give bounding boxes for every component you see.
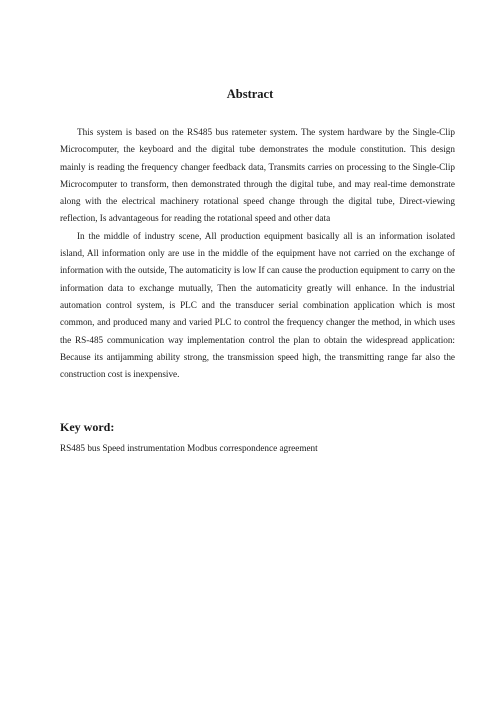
abstract-title: Abstract [226,87,274,101]
keyword-heading: Key word: [60,420,115,434]
keyword-list: RS485 bus Speed instrumentation Modbus correspondence agreement [60,443,318,453]
abstract-paragraph-1: This system is based on the RS485 bus ratemeter system. The system hardware by the Single-Clip Microcomputer, the keyboard and the digital tube demonstrates the module constitution. This design mainly is reading the frequency changer feedback data, Transmits carries on processing to the Single-Clip Microcomputer to transform, then demonstrated through the digital tube, and may real-time demonstrate along with the electrical machinery rotational speed change through the digital tube, Direct-viewing reflection, Is advantageous for reading the rotational speed and other data [60,127,455,224]
abstract-paragraph-2: In the middle of industry scene, All production equipment basically all is an information isolated island, All information only are use in the middle of the equipment have not carried on the exchange of information with the outside, The automaticity is low If can cause the production equipment to carry on the information data to exchange mutually, Then the automaticity greatly will enhance. In the industrial automation control system, is PLC and the transducer serial combination application which is most common, and produced many and varied PLC to control the frequency changer the method, in which uses the RS-485 communication way implementation control the plan to obtain the widespread application: Because its antijamming ability strong, the transmission speed high, the transmitting range far also the construction cost is inexpensive. [60,230,455,380]
abstract-body [60,124,455,383]
